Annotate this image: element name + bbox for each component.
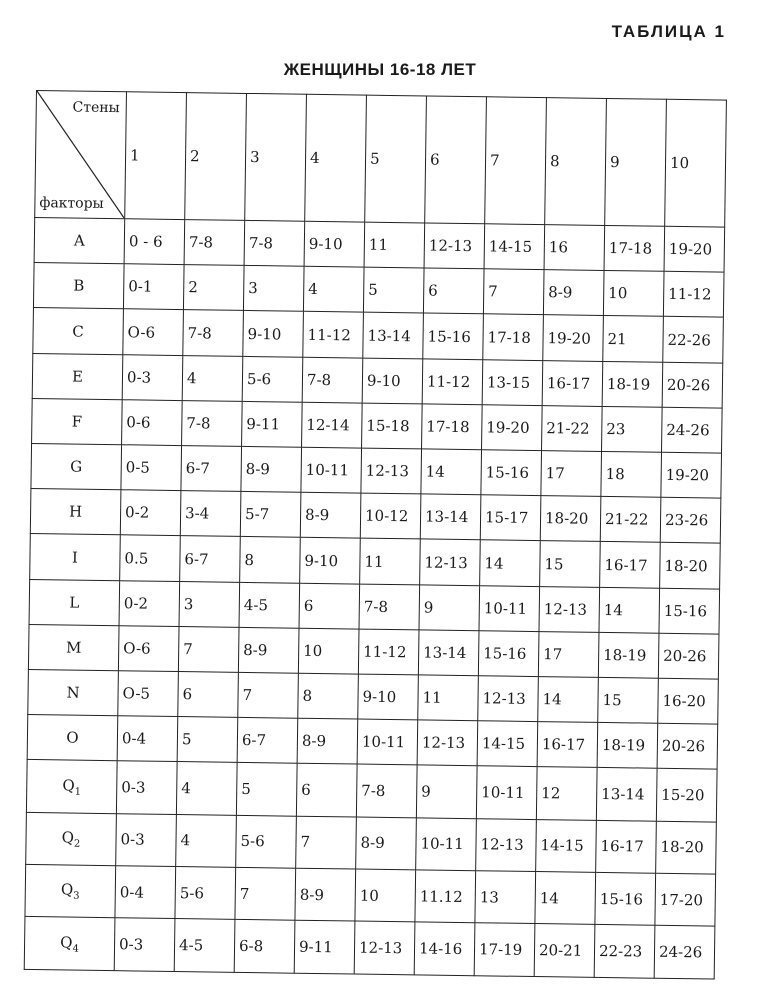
score-cell: 15-16 [595,873,656,926]
score-cell: 7 [296,816,357,869]
score-cell: 12-13 [417,720,478,766]
score-cell: 0-6 [122,400,183,446]
factor-cell [27,715,118,761]
score-cell: 8-9 [356,817,417,870]
score-cell: 15 [540,541,601,587]
score-cell: 12-13 [354,922,415,975]
score-cell: 0-3 [116,813,177,866]
factor-subscript: 4 [72,943,79,955]
score-cell: 7-8 [182,400,243,446]
score-cell: 15-16 [423,313,484,359]
factor-cell [33,263,124,309]
factor-subscript: 1 [74,786,82,798]
score-cell: 13-14 [596,768,657,821]
sten-header: 5 [365,95,427,223]
sten-header: 10 [665,99,727,227]
factor-label: C [72,322,84,341]
score-cell: 10-11 [357,719,418,765]
score-cell: 15 [598,677,659,723]
score-cell: 0-4 [115,866,176,919]
score-cell: 11.12 [415,870,476,923]
score-cell: 13-14 [363,312,424,358]
factor-cell [31,443,122,489]
score-cell: 15-17 [480,495,541,541]
score-cell: 9-11 [242,401,303,447]
score-cell: 20-26 [658,633,719,679]
score-cell: 16 [544,225,605,271]
corner-label-stens: Стены [72,99,120,117]
score-cell: 14 [599,587,660,633]
factor-cell [30,534,121,580]
score-cell: 9-10 [362,358,423,404]
score-cell: 6-7 [181,446,242,492]
score-cell: 11-12 [422,359,483,405]
score-cell: 19-20 [661,452,722,498]
score-cell: 23-26 [660,497,721,543]
score-cell: 5-6 [175,867,236,920]
score-cell: 17-19 [474,923,535,976]
score-cell: 17-18 [483,314,544,360]
score-cell: 19-20 [664,226,725,272]
score-cell: 10-12 [360,493,421,539]
score-cell: 15-16 [481,450,542,496]
score-cell: 14 [538,677,599,723]
score-cell: 10 [298,628,359,674]
score-cell: 10-11 [301,447,362,493]
score-cell: 13-15 [482,359,543,405]
score-cell: 18-19 [602,361,663,407]
score-cell: 3 [243,266,304,312]
factor-label: M [65,638,82,657]
score-cell: 10-11 [479,585,540,631]
score-cell: 21-22 [600,497,661,543]
score-cell: 15-20 [656,769,717,822]
score-cell: 14 [421,449,482,495]
score-cell: 15-16 [478,631,539,677]
score-cell: 17-18 [604,225,665,271]
score-cell: 0-5 [121,445,182,491]
factor-cell [26,812,117,866]
factor-label: E [71,367,84,386]
score-cell: 24-26 [662,407,723,453]
score-cell: 7 [235,867,296,920]
score-cell: 0.5 [120,535,181,581]
corner-label-factors: факторы [39,195,104,212]
score-cell: 12-13 [476,819,537,872]
score-cell: 7-8 [302,357,363,403]
score-cell: 9-10 [304,221,365,267]
score-cell: 9 [416,765,477,818]
sten-header: 6 [425,96,487,224]
score-cell: 9-10 [358,674,419,720]
score-cell: 7-8 [184,220,245,266]
score-cell: 18-19 [597,723,658,769]
score-cell: 8-9 [543,270,604,316]
score-cell: 5-6 [242,356,303,402]
score-cell: 3-4 [180,491,241,537]
table-label: ТАБЛИЦА 1 [611,22,726,41]
factor-cell [28,669,119,715]
score-cell: 6 [296,764,357,817]
score-cell: 6-7 [237,718,298,764]
score-cell: 19-20 [482,405,543,451]
score-cell: 10-11 [476,766,537,819]
factor-label: Q [61,828,75,847]
score-cell: O-6 [123,309,184,355]
score-cell: 18 [601,451,662,497]
score-cell: 11 [364,222,425,268]
score-cell: 11 [360,538,421,584]
score-cell: 14-15 [484,224,545,270]
factor-cell [30,489,121,535]
score-cell: 8 [298,673,359,719]
score-cell: 17 [538,631,599,677]
score-cell: 11-12 [358,629,419,675]
sten-header: 4 [305,94,367,222]
factor-cell [28,624,119,670]
score-cell: 6 [299,583,360,629]
factor-cell [25,865,116,919]
score-cell: 22-23 [594,925,655,978]
score-cell: 9-11 [294,921,355,974]
score-cell: 8-9 [300,492,361,538]
score-cell: 7 [238,672,299,718]
score-cell: 0-3 [116,761,177,814]
score-cell: 2 [183,265,244,311]
table-row [26,760,717,822]
score-cell: 9-10 [300,538,361,584]
norms-table-wrapper [24,90,726,980]
score-cell: 4 [176,814,237,867]
score-cell: 6 [178,672,239,718]
factor-cell [26,760,117,814]
score-cell: 5 [177,717,238,763]
factor-subscript: 2 [73,838,81,850]
score-cell: 17-18 [422,404,483,450]
score-cell: 13 [475,871,536,924]
score-cell: 21-22 [542,405,603,451]
score-cell: 14 [480,540,541,586]
factor-cell [32,398,123,444]
factor-label: Q [60,880,74,899]
score-cell: 3 [179,581,240,627]
sten-header: 2 [185,93,247,221]
score-cell: 0-2 [120,490,181,536]
score-cell: 8-9 [238,627,299,673]
score-cell: 12-13 [424,223,485,269]
factor-label: A [73,231,85,250]
norms-table [24,90,727,980]
score-cell: 14-15 [536,819,597,872]
sten-header: 3 [245,93,307,221]
factor-label: F [71,412,83,431]
score-cell: 11 [418,675,479,721]
score-cell: 24-26 [654,926,715,979]
factor-label: I [71,548,79,567]
score-cell: 14-15 [477,721,538,767]
factor-label: Q [60,933,73,952]
factor-cell [32,353,123,399]
score-cell: 11-12 [663,271,724,317]
score-cell: 22-26 [663,317,724,363]
score-cell: 18-20 [660,543,721,589]
page-title: ЖЕНЩИНЫ 16-18 ЛЕТ [283,60,477,79]
score-cell: 7-8 [359,584,420,630]
score-cell: O-6 [118,626,179,672]
score-cell: 14 [535,872,596,925]
score-cell: 8 [240,537,301,583]
factor-cell [33,308,124,354]
score-cell: 7 [178,626,239,672]
score-cell: 12-13 [420,539,481,585]
score-cell: 16-20 [658,678,719,724]
score-cell: 6 [423,268,484,314]
score-cell: 17-20 [655,873,716,926]
score-cell: 0-4 [117,716,178,762]
factor-label: G [70,457,83,476]
score-cell: 13-14 [420,494,481,540]
score-cell: 0-1 [123,264,184,310]
score-cell: 12-13 [478,676,539,722]
score-cell: 5-6 [236,815,297,868]
score-cell: 8-9 [297,718,358,764]
score-cell: 21 [603,316,664,362]
score-cell: 4 [303,266,364,312]
factor-cell [34,217,125,263]
score-cell: 13-14 [418,630,479,676]
score-cell: 7-8 [356,764,417,817]
score-cell: 16-17 [600,542,661,588]
factor-label: Q [62,776,75,795]
score-cell: 16-17 [542,360,603,406]
score-cell: 20-21 [534,924,595,977]
factor-cell [29,579,120,625]
table-row [24,917,715,979]
factor-label: H [68,502,83,521]
score-cell: 18-20 [656,821,717,874]
score-cell: 9-10 [243,311,304,357]
score-cell: 10 [355,869,416,922]
score-cell: 12-14 [302,402,363,448]
score-cell: 8-9 [241,446,302,492]
score-cell: 12 [536,767,597,820]
score-cell: 0-3 [114,918,175,971]
factor-label: O [66,728,79,747]
score-cell: 23 [602,406,663,452]
score-cell: 4-5 [174,919,235,972]
header-row [35,91,727,228]
sten-header: 9 [605,98,667,226]
corner-cell [35,91,127,219]
factor-label: L [69,593,80,612]
score-cell: 0 - 6 [124,219,185,265]
score-cell: 19-20 [543,315,604,361]
score-cell: 4 [176,762,237,815]
score-cell: 12-13 [361,448,422,494]
factor-subscript: 3 [73,890,80,902]
score-cell: 11-12 [303,312,364,358]
score-cell: 7 [483,269,544,315]
sten-header: 1 [125,92,187,220]
score-cell: 5 [363,267,424,313]
factor-label: B [73,276,85,295]
sten-header: 8 [545,98,607,226]
table-row [25,865,716,927]
score-cell: 6-8 [234,920,295,973]
factor-label: N [66,683,80,702]
score-cell: 7-8 [183,310,244,356]
factor-cell [24,917,115,971]
score-cell: 18-19 [598,632,659,678]
score-cell: 15-16 [659,588,720,634]
score-cell: O-5 [118,671,179,717]
score-cell: 17 [541,451,602,497]
score-cell: 20-26 [662,362,723,408]
score-cell: 5 [236,763,297,816]
score-cell: 15-18 [362,403,423,449]
sten-header: 7 [485,97,547,225]
table-row [26,812,717,874]
score-cell: 10 [603,271,664,317]
score-cell: 0-2 [119,580,180,626]
score-cell: 12-13 [539,586,600,632]
score-cell: 8-9 [295,868,356,921]
score-cell: 5-7 [240,492,301,538]
score-cell: 9 [419,585,480,631]
score-cell: 16-17 [596,820,657,873]
score-cell: 4 [182,355,243,401]
score-cell: 14-16 [414,922,475,975]
score-cell: 7-8 [244,220,305,266]
score-cell: 4-5 [239,582,300,628]
score-cell: 20-26 [657,723,718,769]
score-cell: 0-3 [122,354,183,400]
score-cell: 10-11 [416,818,477,871]
score-cell: 18-20 [540,496,601,542]
score-cell: 6-7 [180,536,241,582]
score-cell: 16-17 [537,722,598,768]
